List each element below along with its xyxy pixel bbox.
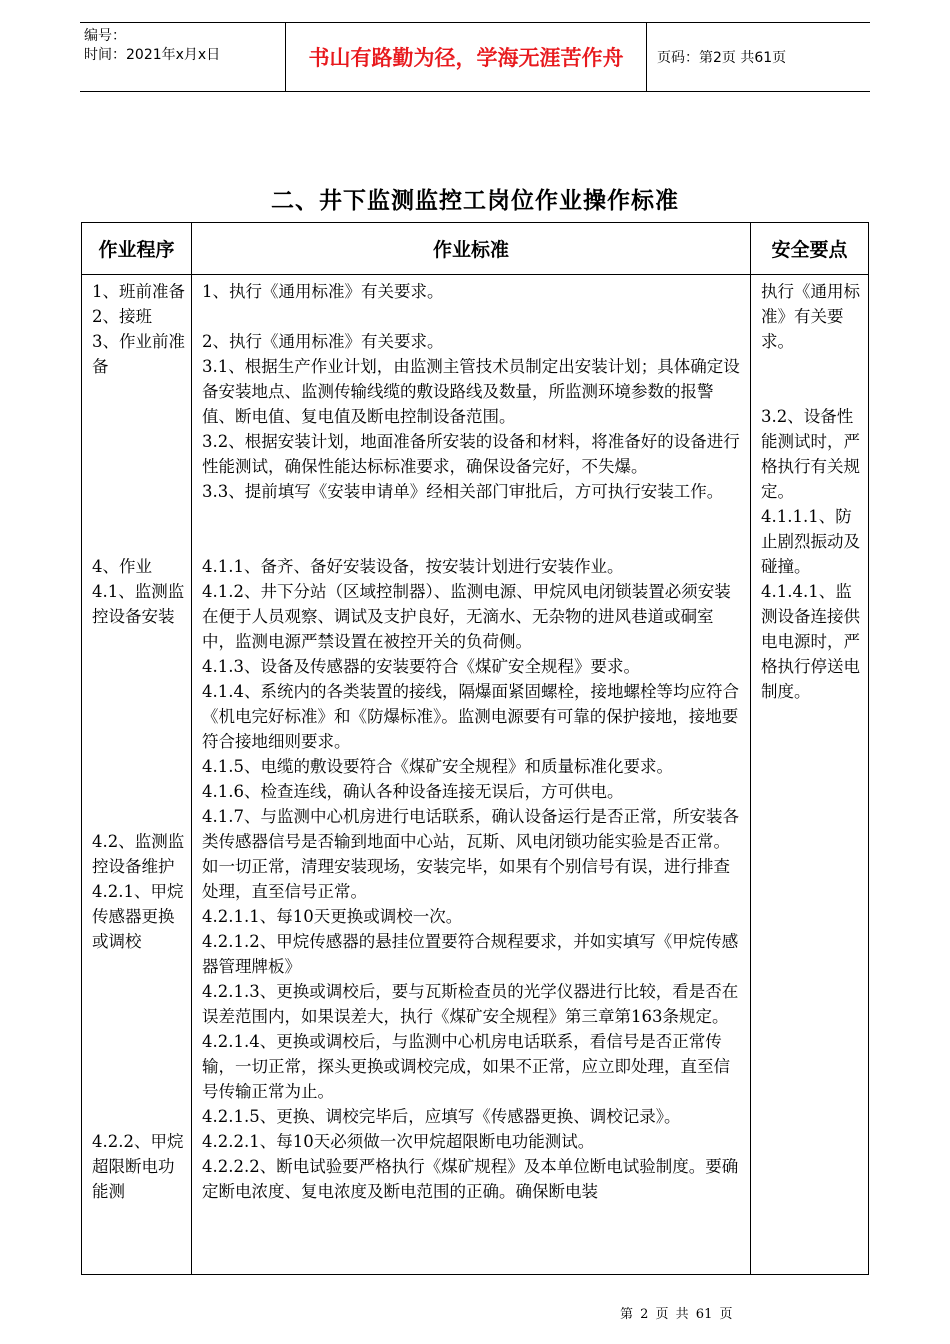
procedure-item: 4.2.2、甲烷超限断电功能测 [92,1132,184,1201]
header-meta [80,23,285,91]
procedure-item: 3、作业前准备 [92,332,185,376]
header-motto: 书山有路勤为径，学海无涯苦作舟 [285,23,647,91]
safety-cell [751,275,869,1275]
header-procedure: 作业程序 [82,223,192,275]
procedure-item: 4.2.1、甲烷传感器更换或调校 [92,882,184,951]
table-header-row [82,223,869,275]
procedure-item: 2、接班 [92,307,152,326]
time-label: 时间：2021年x月x日 [84,47,221,63]
procedure-cell [82,275,192,1275]
standards-table [81,222,869,1275]
header-standard: 作业标准 [192,223,751,275]
standard-item: 3.1、根据生产作业计划，由监测主管技术员制定出安装计划；具体确定设备安装地点、监测传输线缆的敷设路线及数量，所监测环境参数的报警值、断电值、复电值及断电控制设备范围。 [202,357,740,426]
standard-item: 4.2.1.2、甲烷传感器的悬挂位置要符合规程要求，并如实填写《甲烷传感器管理牌板》 [202,932,739,976]
standard-item: 4.2.1.3、更换或调校后，要与瓦斯检查员的光学仪器进行比较，看是否在误差范围内，如果误差大，执行《煤矿安全规程》第三章第163条规定。 [202,982,739,1026]
procedure-item: 4、作业 [92,557,152,576]
standard-item: 4.1.7、与监测中心机房进行电话联系，确认设备运行是否正常，所安装各类传感器信号是否输到地面中心站，瓦斯、风电闭锁功能实验是否正常。如一切正常，清理安装现场，安装完毕，如果有个别信号有误，进行排查处理，直至信号正常。 [202,807,739,901]
procedure-item: 1、班前准备 [92,282,185,301]
standard-item: 1、执行《通用标准》有关要求。 [202,282,444,301]
standard-item: 3.3、提前填写《安装申请单》经相关部门审批后，方可执行安装工作。 [202,482,724,501]
header-page-info: 页码：第2页 共61页 [657,50,787,66]
standard-item: 4.2.1.4、更换或调校后，与监测中心机房电话联系，看信号是否正常传输，一切正常，探头更换或调校完成，如果不正常，应立即处理，直至信号传输正常为止。 [202,1032,730,1101]
standard-cell [192,275,751,1275]
standard-item: 4.2.1.5、更换、调校完毕后，应填写《传感器更换、调校记录》。 [202,1107,681,1126]
procedure-item: 4.2、监测监控设备维护 [92,832,185,876]
page-header [80,22,870,92]
standard-item: 4.1.6、检查连线，确认各种设备连接无误后，方可供电。 [202,782,624,801]
standard-item: 4.1.4、系统内的各类装置的接线，隔爆面紧固螺栓，接地螺栓等均应符合《机电完好标准》和《防爆标准》。监测电源要有可靠的保护接地，接地要符合接地细则要求。 [202,682,739,751]
table-row [82,275,869,1275]
standard-item: 4.1.1、备齐、备好安装设备，按安装计划进行安装作业。 [202,557,624,576]
safety-item: 3.2、设备性能测试时，严格执行有关规定。 [761,407,860,501]
standard-item: 4.2.1.1、每10天更换或调校一次。 [202,907,463,926]
procedure-item: 4.1、监测监控设备安装 [92,582,185,626]
standard-item: 4.2.2.2、断电试验要严格执行《煤矿规程》及本单位断电试验制度。要确定断电浓度、复电浓度及断电范围的正确。确保断电装 [202,1157,739,1201]
standard-item: 4.1.3、设备及传感器的安装要符合《煤矿安全规程》要求。 [202,657,640,676]
header-safety: 安全要点 [751,223,869,275]
standard-item: 4.2.2.1、每10天必须做一次甲烷超限断电功能测试。 [202,1132,595,1151]
standard-item: 3.2、根据安装计划，地面准备所安装的设备和材料，将准备好的设备进行性能测试，确保性能达标标准要求，确保设备完好，不失爆。 [202,432,740,476]
safety-item: 4.1.4.1、监测设备连接供电电源时，严格执行停送电制度。 [761,582,860,701]
page-footer: 第 2 页 共 61 页 [620,1307,733,1322]
standard-item: 4.1.5、电缆的敷设要符合《煤矿安全规程》和质量标准化要求。 [202,757,673,776]
page-title: 二、井下监测监控工岗位作业操作标准 [271,188,679,214]
standard-item: 4.1.2、井下分站（区域控制器）、监测电源、甲烷风电闭锁装置必须安装在便于人员观察、调试及支护良好，无滴水、无杂物的进风巷道或硐室中，监测电源严禁设置在被控开关的负荷侧。 [202,582,731,651]
standard-item: 2、执行《通用标准》有关要求。 [202,332,444,351]
number-label: 编号： [84,28,126,44]
safety-item: 执行《通用标准》有关要求。 [761,282,860,351]
safety-item: 4.1.1.1、防止剧烈振动及碰撞。 [761,507,860,576]
